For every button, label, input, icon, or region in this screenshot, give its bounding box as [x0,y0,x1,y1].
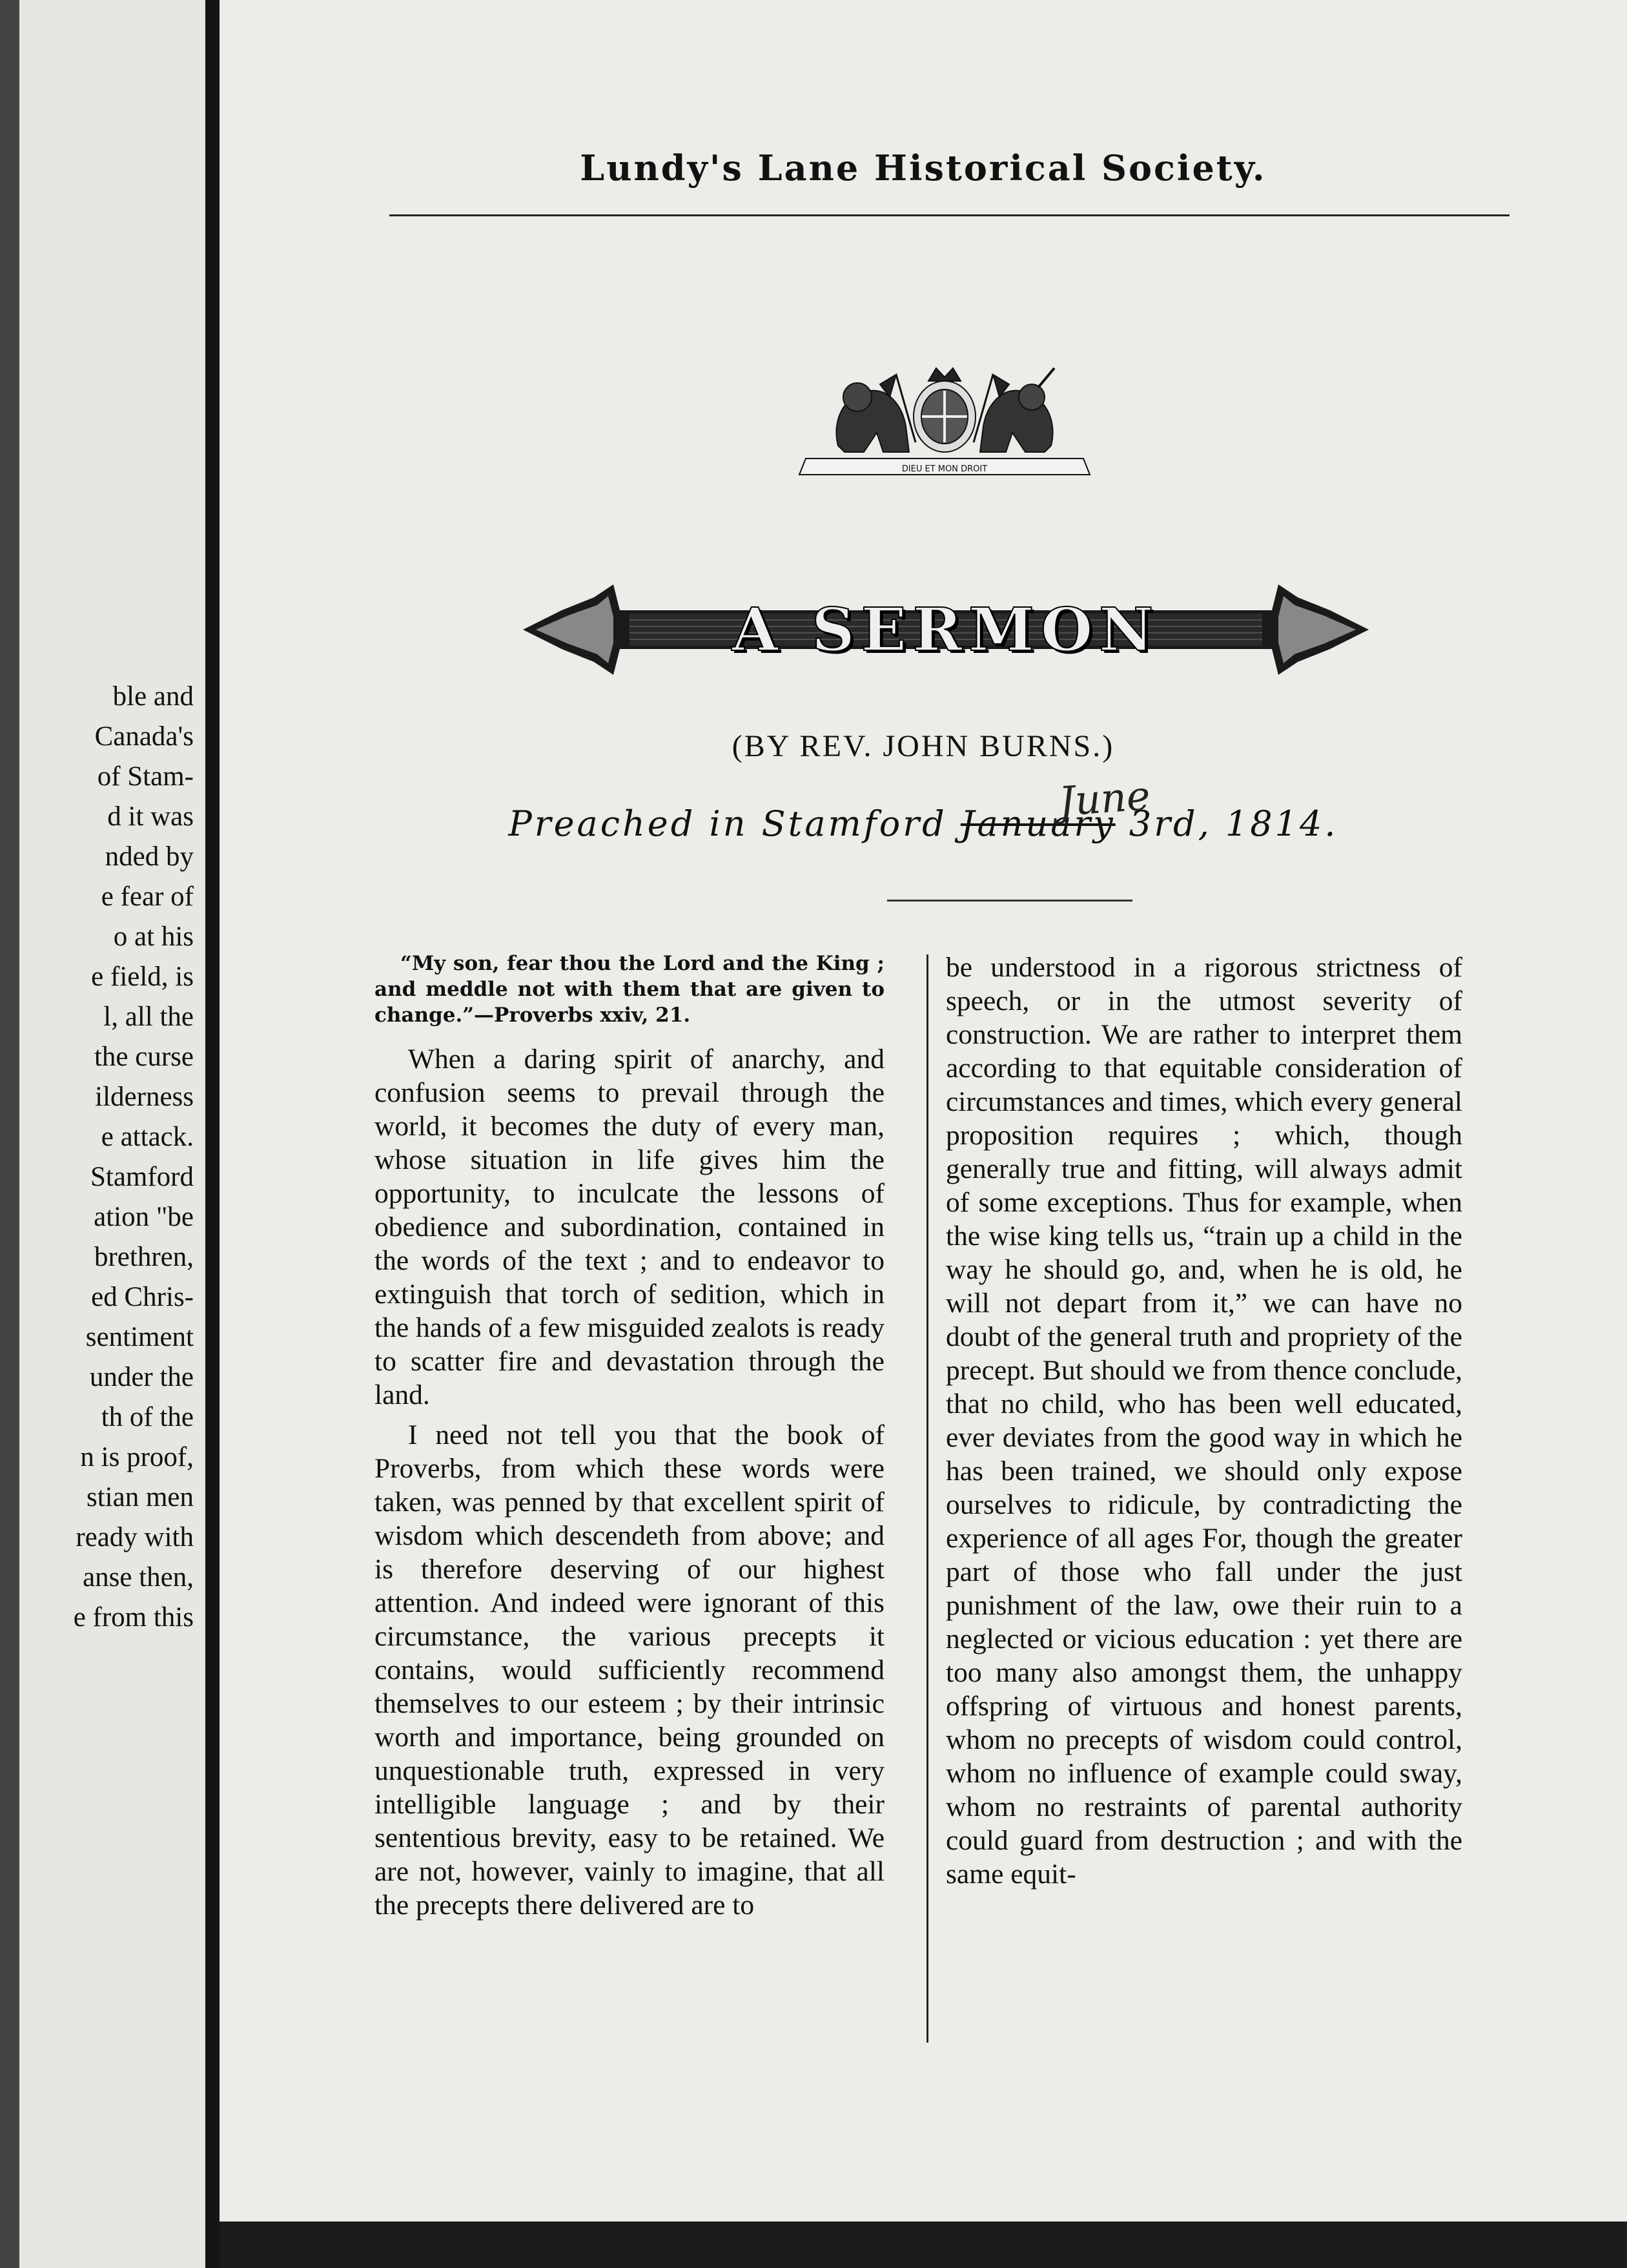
section-rule [887,900,1132,902]
left-fragment-line: Stamford [90,1162,194,1192]
left-page-text-fragments [0,677,194,1638]
epigraph: “My son, fear thou the Lord and the King ; and meddle not with them that are given to change.”—Proverbs xxiv, 21. [374,952,885,1027]
struck-month: January [960,803,1116,844]
header-rule [389,214,1509,216]
page-bottom-edge [220,2222,1627,2268]
main-page [220,0,1627,2222]
handwritten-correction: June [1057,772,1152,825]
left-fragment-line: the curse [94,1042,194,1072]
left-fragment-line: ation "be [94,1202,194,1232]
left-fragment-line: e field, is [91,962,194,992]
left-fragment-line: e from this [73,1602,194,1633]
preached-suffix: 3rd, 1814. [1115,803,1338,844]
preached-line [220,803,1627,844]
left-fragment-line: brethren, [94,1242,194,1272]
left-fragment-line: ilderness [95,1082,194,1112]
column-divider [926,954,928,2043]
left-fragment-line: stian men [87,1482,194,1512]
left-fragment-line: sentiment [85,1322,194,1352]
paragraph: When a daring spirit of anarchy, and confusion seems to prevail through the world, it becomes the duty of every man, whose situation in life gives him the opportunity, to inculcate the lessons of obedience and subordination, contained in the words of the text ; and to endeavor to extinguish that torch of sedition, which in the hands of a few misguided zealots is ready to scatter fire and devastation through the land. [374,1044,885,1410]
coat-of-arms-icon [793,362,1096,478]
sermon-title: A SERMON [732,595,1160,665]
left-fragment-line: o at his [113,922,194,952]
paragraph: be understood in a rigorous strictness of speech, or in the utmost severity of construction. We are rather to interpret them according to that equitable consideration of circumstances and times, which every general proposition requires ; which, though generally true and fitting, will always admit of some exceptions. Thus for example, when the wise king tells us, “train up a child in the way he should go, and, when he is old, he will not depart from it,” we can have no doubt of the general truth and propriety of the precept. But should we from thence conclude, that no child, who has been well educated, ever deviates from the good way in which he has been trained, we should only expose ourselves to ridicule, by contradicting the experience of all ages For, though the greater part of those who fall under the just punishment of the law, owe their ruin to a neglected or vicious education : yet there are too many also amongst them, the unhappy offspring of virtuous and honest parents, whom no precepts of wisdom could control, whom no influence of example could sway, whom no restraints of parental authority could guard from destruction ; and with the same equit- [946,952,1462,1890]
left-fragment-line: anse then, [83,1562,194,1593]
left-fragment-line: e attack. [101,1122,194,1152]
page-gutter [205,0,220,2268]
left-fragment-line: th of the [101,1402,194,1432]
left-fragment-line: d it was [107,801,194,832]
right-column [946,951,1462,1891]
preached-prefix: Preached in Stamford [508,803,961,844]
society-header: Lundy's Lane Historical Society. [580,147,1267,189]
left-column [374,951,885,1922]
left-fragment-line: n is proof, [80,1442,194,1472]
left-fragment-line: of Stam- [97,761,194,792]
motto-text: DIEU ET MON DROIT [901,464,988,474]
title-banner [523,578,1369,681]
left-fragment-line: e fear of [101,881,194,912]
left-fragment-line: l, all the [103,1002,194,1032]
left-fragment-line: nded by [105,841,194,872]
left-fragment-line: ready with [76,1522,194,1552]
left-fragment-line: under the [89,1362,194,1392]
left-fragment-line: Canada's [94,721,194,752]
left-fragment-line: ed Chris- [91,1282,194,1312]
left-fragment-line: ble and [112,681,194,712]
left-facing-page [0,0,205,2268]
author-byline: (BY REV. JOHN BURNS.) [732,729,1115,763]
paragraph: I need not tell you that the book of Proverbs, from which these words were taken, was penned by that excellent spirit of wisdom which descendeth from above; and is therefore deserving of our highest attention. And indeed were ignorant of this circumstance, the various precepts it contains, would sufficiently recommend themselves to our esteem ; by their intrinsic worth and importance, being grounded on unquestionable truth, expressed in very intelligible language ; and by their sententious brevity, easy to be retained. We are not, however, vainly to imagine, that all the precepts there delivered are to [374,1419,885,1921]
